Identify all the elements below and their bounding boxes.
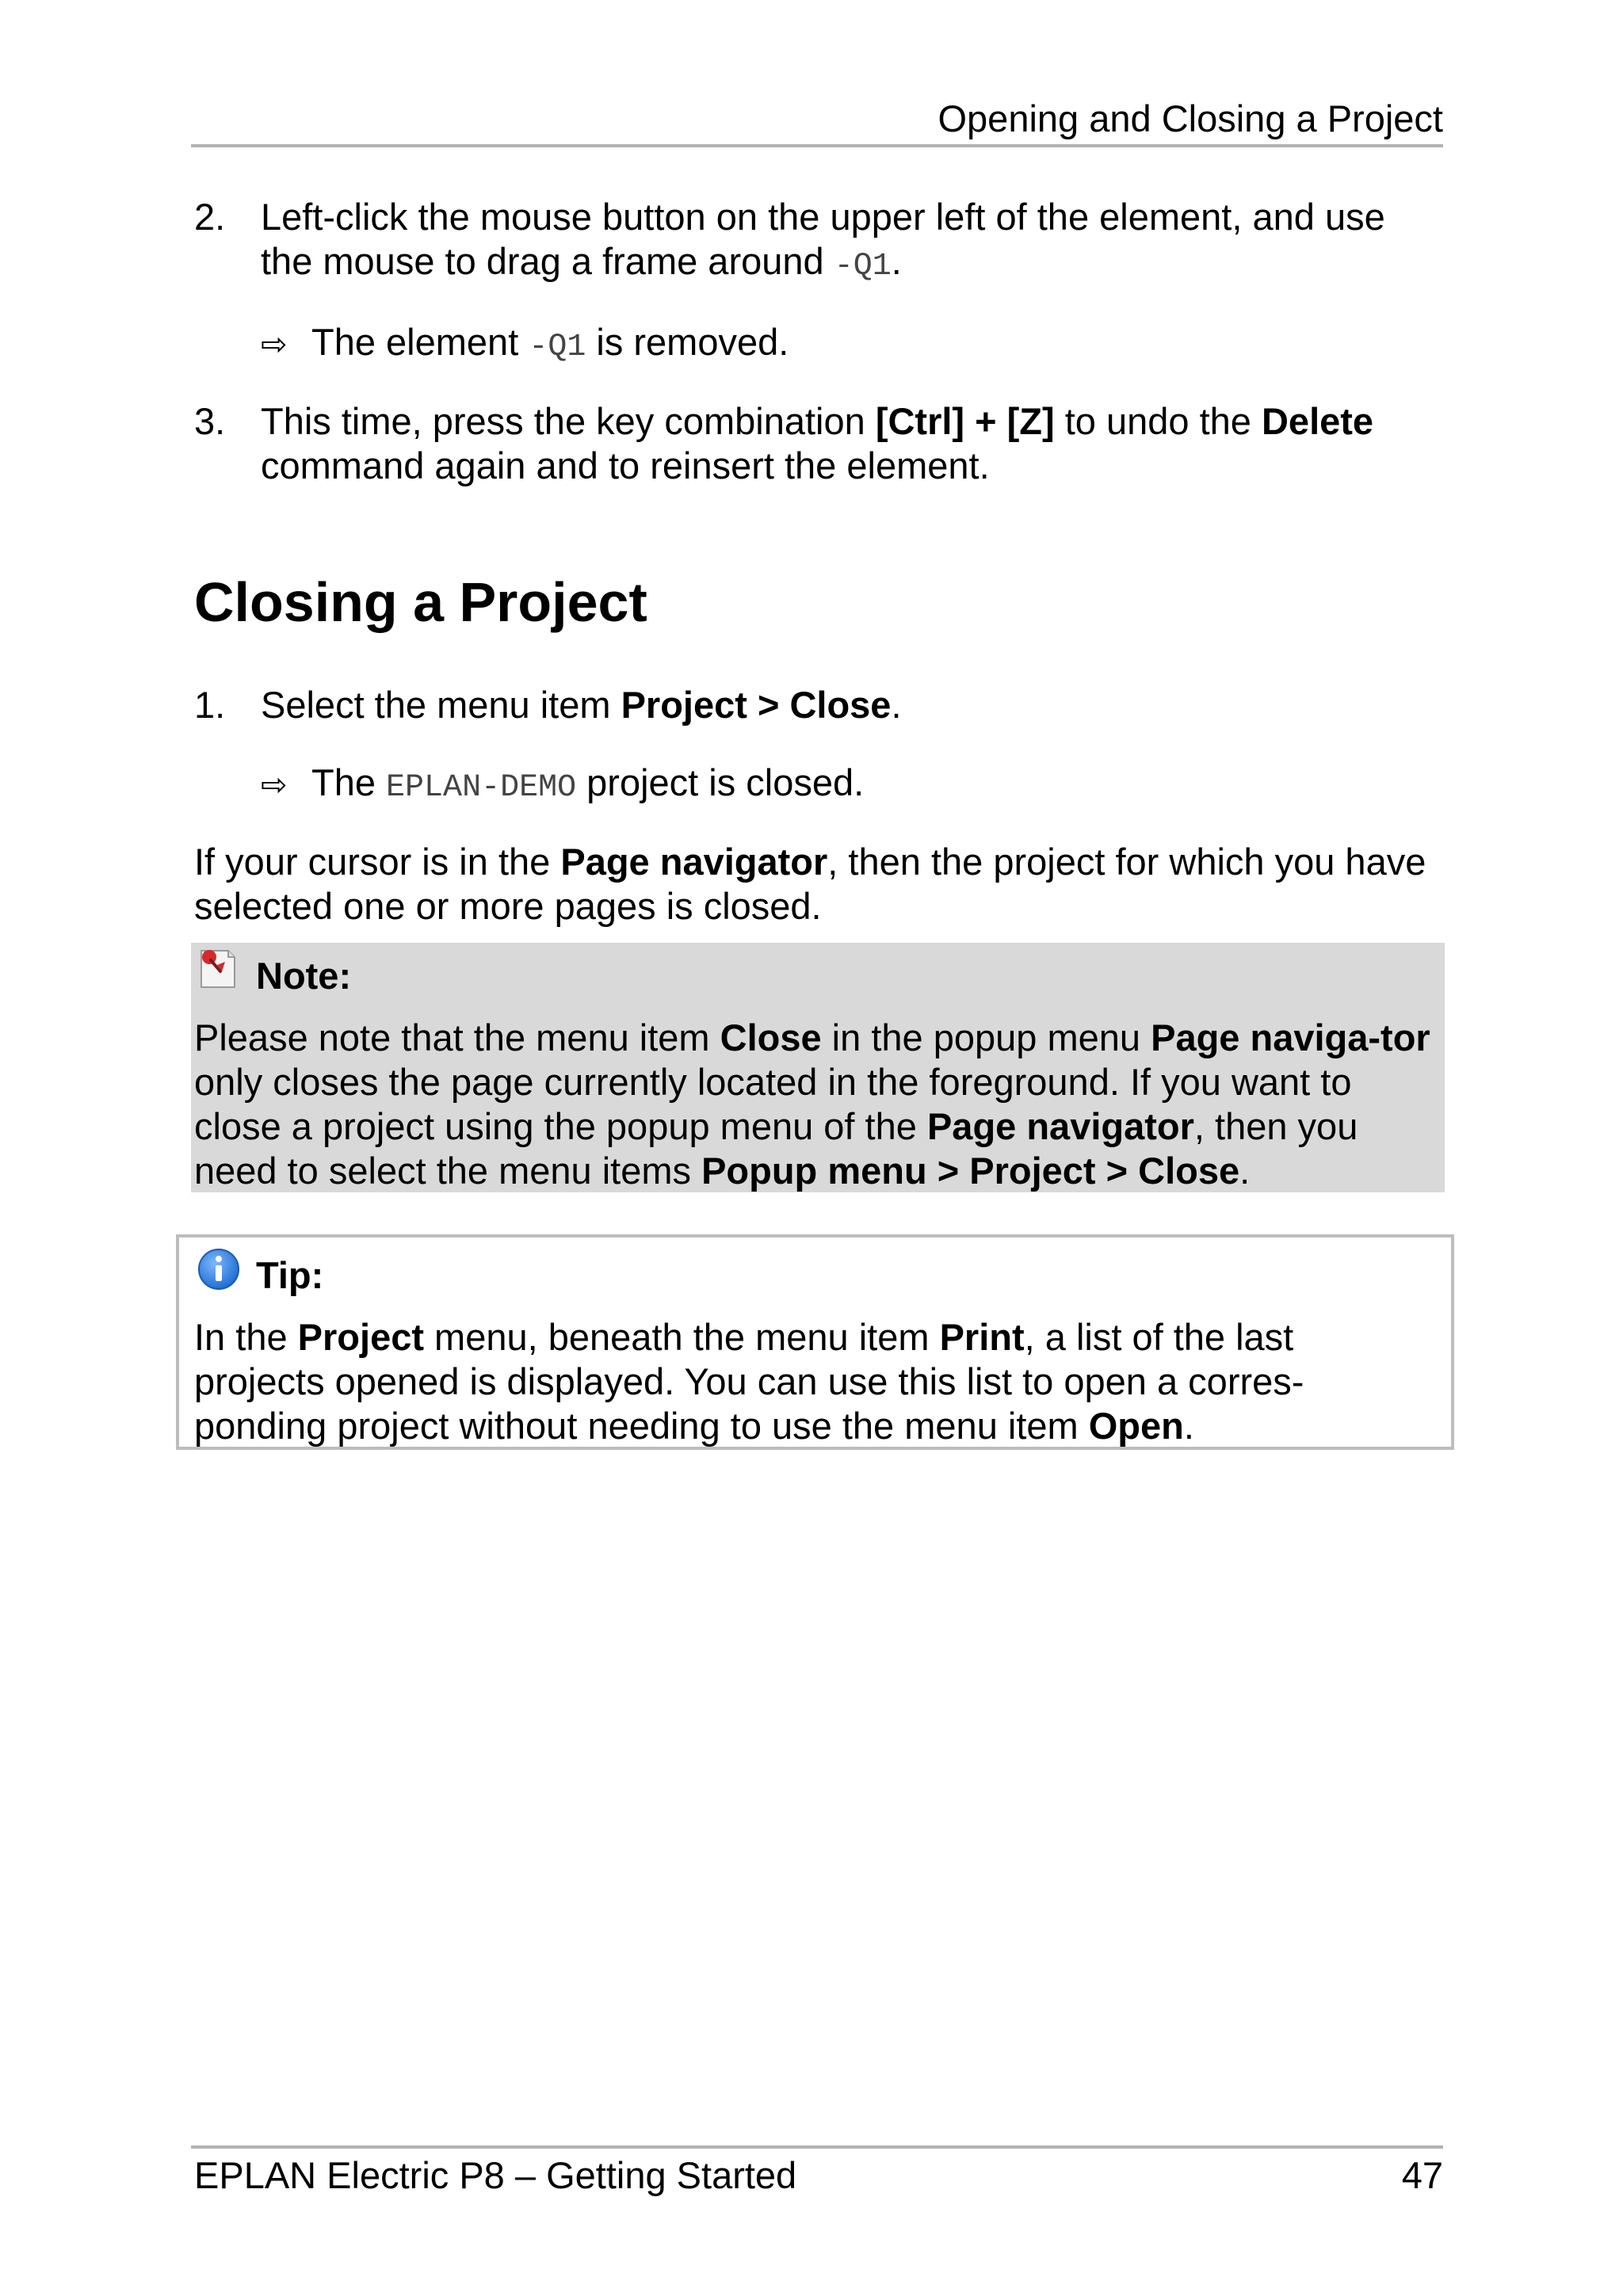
arrow-right-icon: ⇨ [261, 767, 288, 803]
code-literal: EPLAN-DEMO [386, 770, 577, 806]
pushpin-icon [193, 944, 241, 992]
step-number: 2. [194, 196, 226, 238]
code-literal: -Q1 [529, 330, 586, 365]
result-line: ⇨ The element -Q1 is removed. [261, 321, 789, 365]
info-icon [197, 1247, 241, 1291]
section-heading: Closing a Project [194, 571, 647, 633]
note-text: Please note that the menu item Close in the popup menu Page naviga-tor only closes the page currently located in the foreground. If you want to close a project using the popup menu of the Page navigator, then you need to select the menu items Popup menu > Project > Close. [194, 1016, 1430, 1192]
step-number: 3. [194, 400, 226, 442]
arrow-right-icon: ⇨ [261, 326, 288, 363]
page-number: 47 [1401, 2154, 1443, 2196]
result-line: ⇨ The EPLAN-DEMO project is closed. [261, 761, 865, 806]
footer-rule [191, 2145, 1443, 2149]
body-paragraph: If your cursor is in the Page navigator, then the project for which you have selected one or more pages is closed. [194, 841, 1426, 927]
header-rule [191, 144, 1443, 147]
step-text: Left-click the mouse button on the upper left of the element, and use the mouse to drag a frame around -Q1. [261, 196, 1385, 284]
running-header: Opening and Closing a Project [938, 97, 1443, 139]
footer-title: EPLAN Electric P8 – Getting Started [194, 2154, 797, 2196]
note-title: Note: [256, 955, 352, 997]
tip-text: In the Project menu, beneath the menu item Print, a list of the last projects opened is displayed. You can use this list to open a corres-ponding project without needing to use the menu item Open. [194, 1316, 1304, 1447]
code-literal: -Q1 [834, 249, 892, 284]
step-text: Select the menu item Project > Close. [261, 684, 902, 726]
tip-title: Tip: [256, 1254, 324, 1296]
step-number: 1. [194, 684, 226, 726]
step-text: This time, press the key combination [Ctrl] + [Z] to undo the Delete command again and to reinsert the element. [261, 400, 1374, 486]
